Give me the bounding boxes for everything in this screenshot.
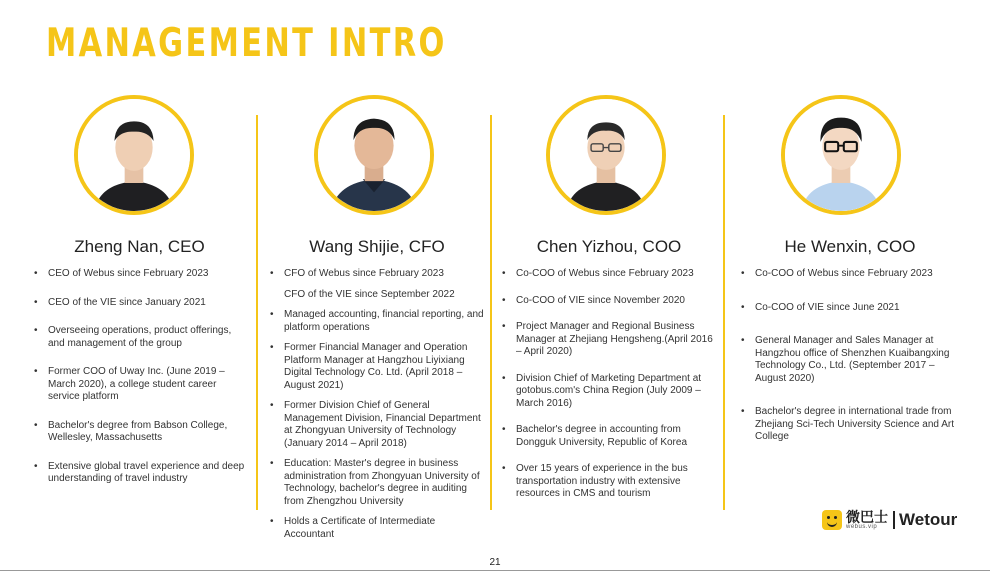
bio-item: • Former Financial Manager and Operation Platform Manager at Hangzhou Liyixiang Digital Technology Co. Ltd. (April 2018 – August 2021): [268, 342, 486, 392]
bio-item: • CFO of Webus since February 2023: [268, 268, 486, 281]
bio-item: • Bachelor's degree in international trade from Zhejiang Sci-Tech University Science and Art College: [739, 406, 961, 444]
bio-list: [32, 268, 247, 486]
person-name: Chen Yizhou, COO: [536, 237, 682, 256]
bio-item: • Extensive global travel experience and deep understanding of travel industry: [32, 461, 247, 486]
bio-item: • Overseeing operations, product offerings, and management of the group: [32, 325, 247, 350]
bio-item: • Co-COO of VIE since November 2020: [500, 295, 718, 308]
logo-wordmark: Wetour: [899, 510, 958, 529]
logo-separator: [893, 511, 895, 529]
person-name: Wang Shijie, CFO: [309, 237, 445, 256]
bus-face-icon: [822, 510, 842, 530]
bio-item: • Former Division Chief of General Management Division, Financial Department at Zhongyuan University of Technology (January 2014 – April 2018): [268, 400, 486, 450]
bio-item: • Education: Master's degree in business administration from Zhongyuan University of Technology, bachelor's degree in auditing from Zhengzhou University: [268, 458, 486, 508]
page-number: 21: [489, 557, 501, 568]
bio-item: • Bachelor's degree in accounting from Dongguk University, Republic of Korea: [500, 424, 718, 449]
bio-item: • General Manager and Sales Manager at Hangzhou office of Shenzhen Kuaibangxing Technology Co., Ltd. (September 2017 – August 2020): [739, 335, 961, 385]
footer-rule: [0, 570, 990, 571]
bio-item: CFO of the VIE since September 2022: [284, 288, 455, 300]
bio-item: • Bachelor's degree from Babson College, Wellesley, Massachusetts: [32, 420, 247, 445]
bio-item: • CEO of Webus since February 2023: [32, 268, 247, 281]
avatar: [74, 95, 194, 215]
person-name: He Wenxin, COO: [784, 237, 916, 256]
bio-list: [268, 268, 486, 541]
bio-item: • Former COO of Uway Inc. (June 2019 – March 2020), a college student career service platform: [32, 366, 247, 404]
bio-list: [500, 268, 718, 501]
logo-url: webus.vip: [846, 523, 878, 530]
bio-item: • Co-COO of Webus since February 2023: [739, 268, 961, 281]
logo-chinese-text: 微巴士: [846, 508, 888, 525]
bio-list: [739, 268, 961, 444]
bio-item: • Co-COO of VIE since June 2021: [739, 302, 961, 315]
bio-item: • CEO of the VIE since January 2021: [32, 297, 247, 310]
wetour-logo: [822, 508, 957, 532]
bio-item: • Division Chief of Marketing Department at gotobus.com's China Region (July 2009 – March 2016): [500, 373, 718, 411]
avatar: [314, 95, 434, 215]
column-divider: [490, 115, 492, 510]
avatar: [781, 95, 901, 215]
bio-item: • Managed accounting, financial reporting, and platform operations: [268, 309, 486, 334]
column-divider: [256, 115, 258, 510]
column-divider: [723, 115, 725, 510]
avatar: [546, 95, 666, 215]
person-name: Zheng Nan, CEO: [74, 237, 205, 256]
bio-item: • Project Manager and Regional Business Manager at Zhejiang Hengsheng.(April 2016 – April 2020): [500, 321, 718, 359]
bio-item: • Holds a Certificate of Intermediate Accountant: [268, 516, 486, 541]
bio-item: • Over 15 years of experience in the bus transportation industry with extensive resources in CMS and tourism: [500, 463, 718, 501]
page-title: MANAGEMENT INTRO: [46, 21, 447, 66]
bio-item: • Co-COO of Webus since February 2023: [500, 268, 718, 281]
